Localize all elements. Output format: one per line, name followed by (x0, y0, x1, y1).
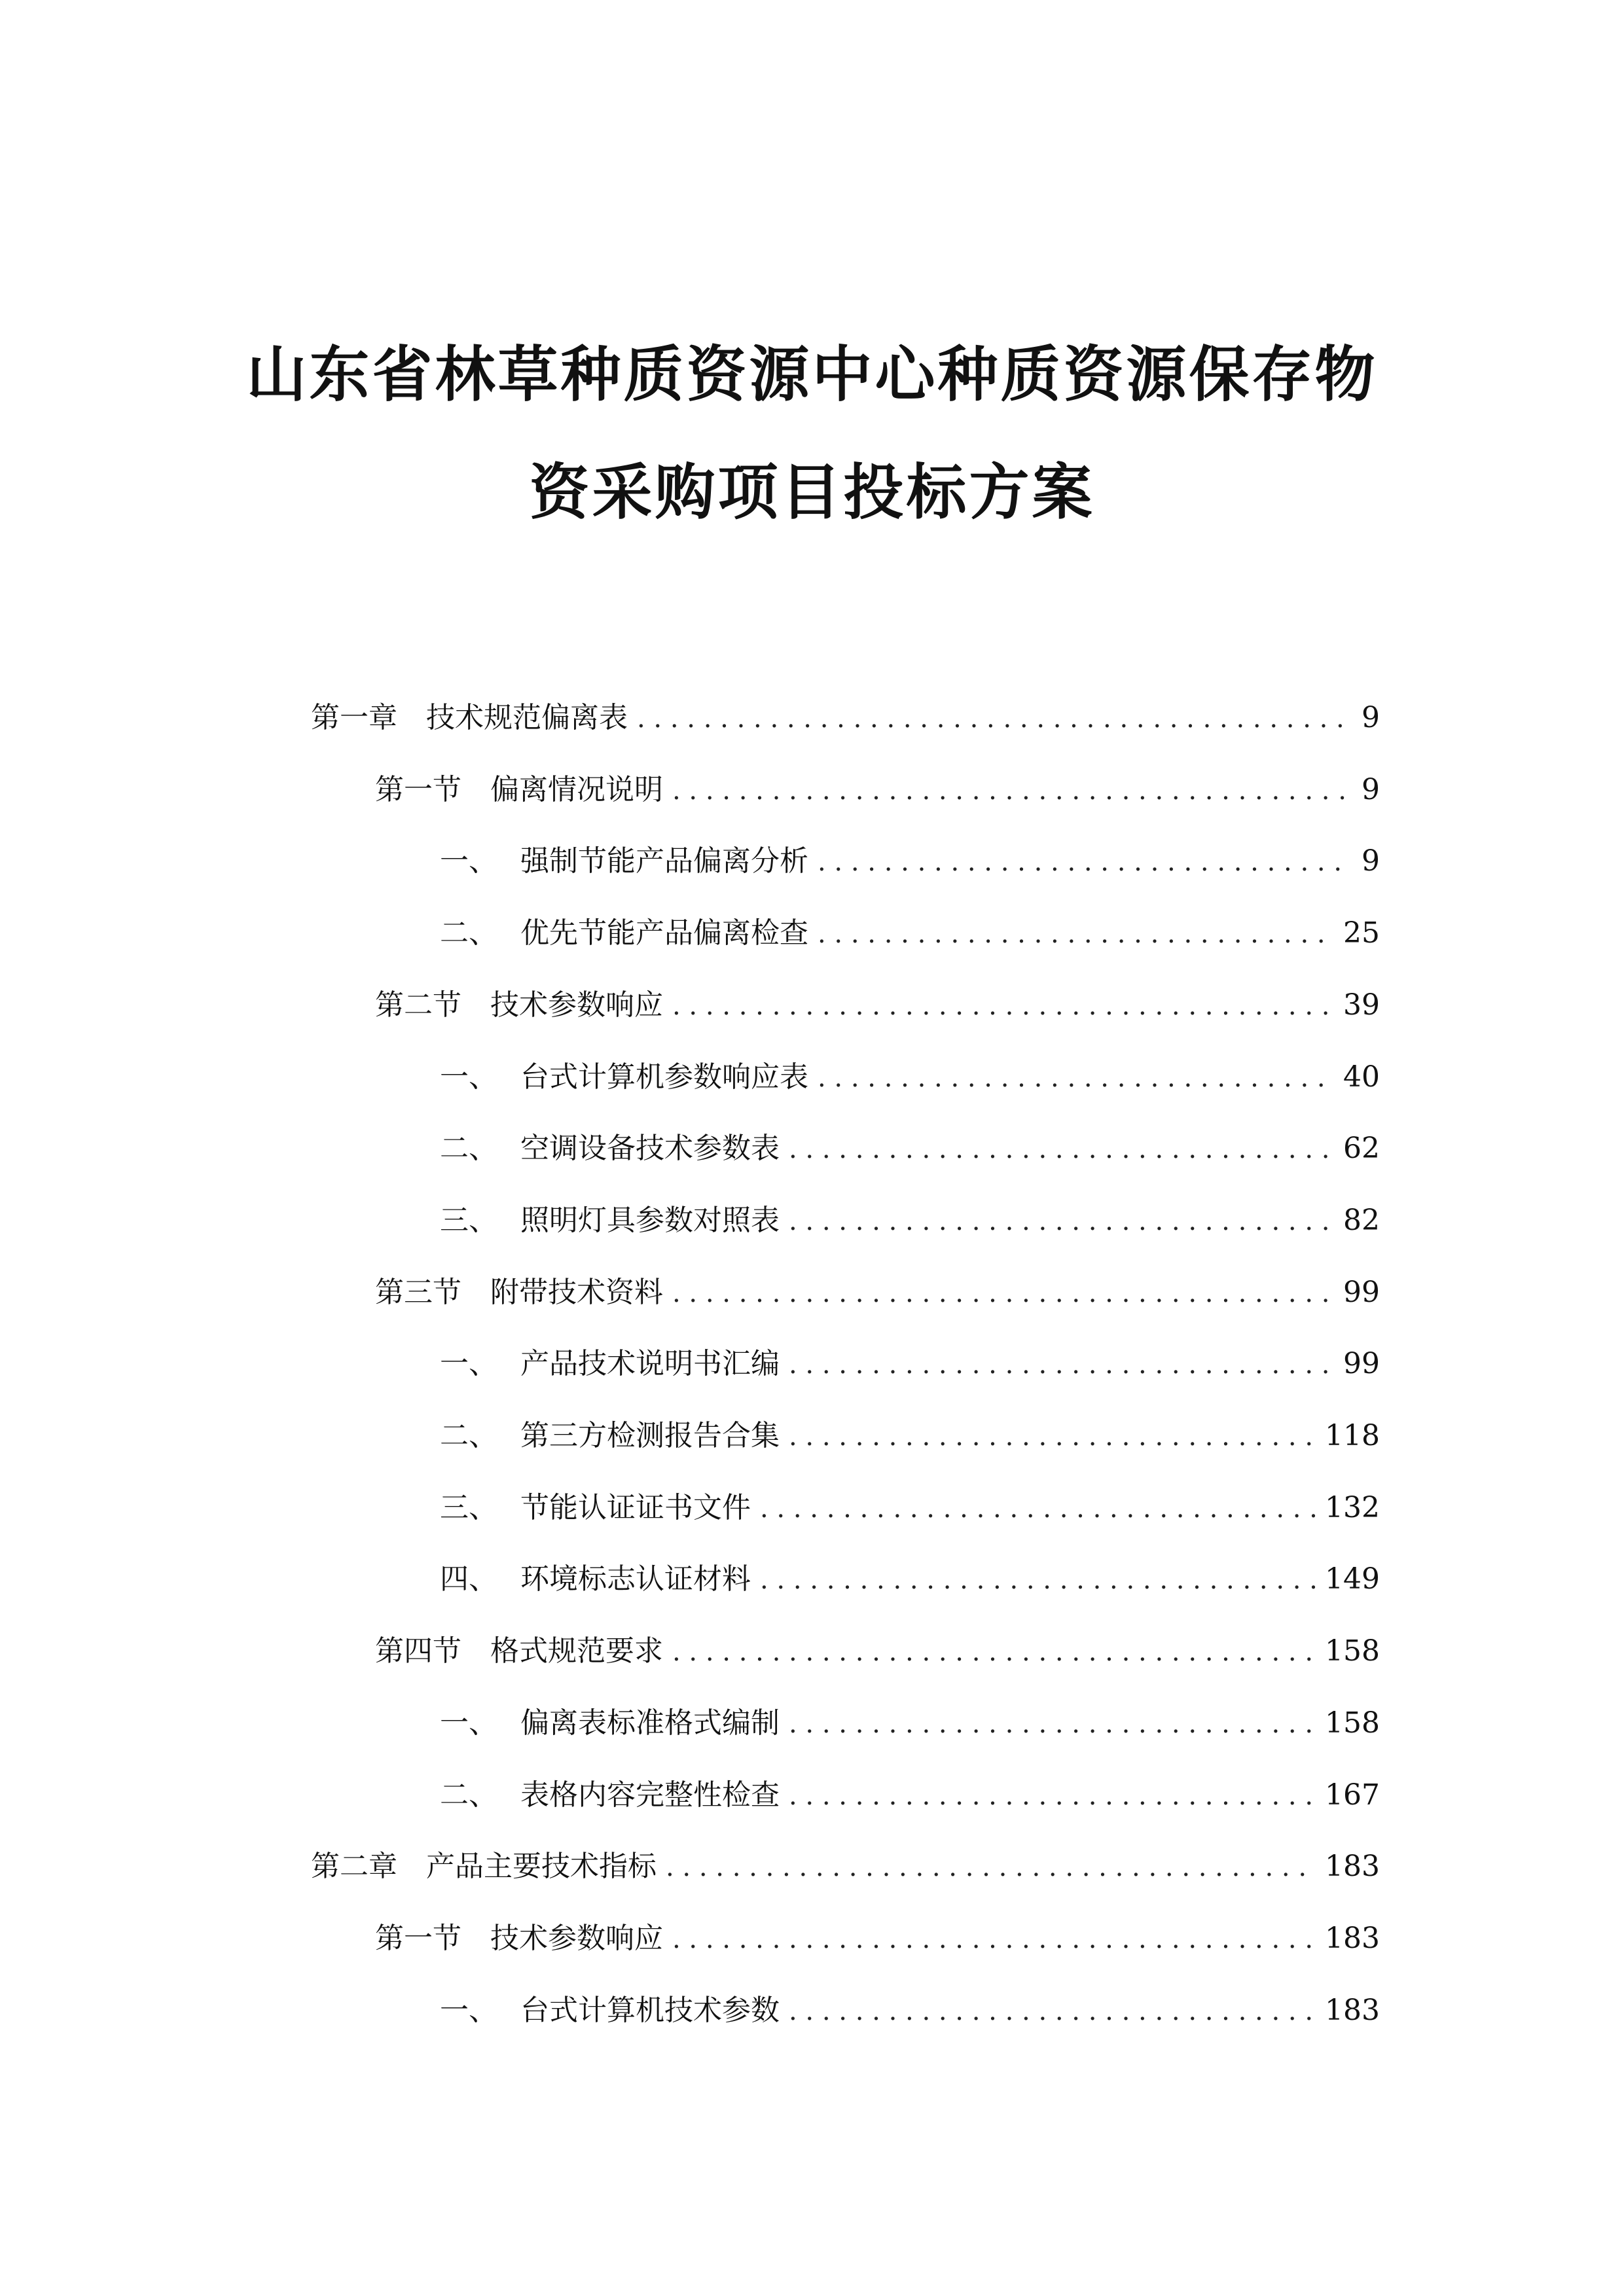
toc-dot-leader (760, 1486, 1316, 1532)
toc-entry-line (375, 767, 1380, 813)
toc-entry-line (440, 838, 1380, 884)
toc-dot-leader (789, 1414, 1316, 1460)
toc-entry[interactable] (0, 1054, 1624, 1100)
toc-entry-number: 二、 (440, 1419, 497, 1452)
toc-entry-label: 强制节能产品偏离分析 (520, 844, 808, 878)
toc-entry-line (311, 695, 1380, 741)
toc-dot-leader (789, 1198, 1334, 1244)
toc-entry[interactable] (0, 1485, 1624, 1531)
toc-entry[interactable] (0, 838, 1624, 884)
toc-entry-page-number: 132 (1325, 1490, 1380, 1524)
toc-entry-label: 技术规范偏离表 (426, 701, 628, 734)
toc-entry-label: 附带技术资料 (490, 1275, 663, 1309)
toc-entry-line (440, 1054, 1380, 1100)
toc-entry-number: 第三节 (375, 1275, 461, 1309)
toc-entry-label: 空调设备技术参数表 (520, 1132, 780, 1166)
toc-entry[interactable] (0, 1844, 1624, 1890)
toc-entry[interactable] (0, 910, 1624, 956)
toc-entry-label: 格式规范要求 (490, 1634, 663, 1668)
toc-entry-page-number: 167 (1325, 1778, 1380, 1812)
toc-entry-page-number: 183 (1325, 1850, 1380, 1884)
toc-entry-number: 第一节 (375, 1921, 461, 1955)
toc-entry[interactable] (0, 695, 1624, 741)
toc-entry-line (440, 1341, 1380, 1387)
toc-entry-line (311, 1844, 1380, 1890)
toc-entry-page-number: 158 (1325, 1634, 1380, 1668)
toc-entry-page-number: 25 (1343, 916, 1380, 950)
toc-entry[interactable] (0, 1772, 1624, 1818)
toc-entry-label: 优先节能产品偏离检查 (520, 916, 808, 950)
toc-entry-label: 偏离表标准格式编制 (520, 1706, 780, 1740)
toc-entry[interactable] (0, 1198, 1624, 1244)
toc-entry-line (375, 982, 1380, 1028)
toc-entry-line (440, 1413, 1380, 1459)
toc-entry-number: 一、 (440, 1993, 497, 2027)
toc-entry-number: 第二章 (311, 1850, 397, 1884)
toc-entry[interactable] (0, 1916, 1624, 1962)
toc-dot-leader (818, 839, 1352, 885)
toc-entry-label: 第三方检测报告合集 (520, 1419, 780, 1452)
toc-entry-line (440, 1126, 1380, 1172)
toc-entry-number: 第一章 (311, 701, 397, 734)
toc-entry-page-number: 183 (1325, 1921, 1380, 1955)
toc-dot-leader (818, 911, 1334, 957)
toc-dot-leader (637, 696, 1352, 742)
toc-entry-line (375, 1628, 1380, 1674)
toc-entry[interactable] (0, 1126, 1624, 1172)
toc-entry-number: 二、 (440, 1132, 497, 1166)
toc-dot-leader (818, 1055, 1334, 1101)
toc-entry-label: 照明灯具参数对照表 (520, 1203, 780, 1237)
toc-entry-line (440, 1772, 1380, 1818)
toc-entry-page-number: 99 (1343, 1275, 1380, 1309)
toc-entry-number: 一、 (440, 844, 497, 878)
toc-entry-line (440, 1700, 1380, 1746)
toc-entry-number: 四、 (440, 1562, 497, 1596)
toc-entry-number: 三、 (440, 1203, 497, 1237)
toc-entry-label: 技术参数响应 (490, 988, 663, 1022)
toc-entry-line (440, 1485, 1380, 1531)
toc-entry-label: 技术参数响应 (490, 1921, 663, 1955)
toc-entry-number: 二、 (440, 1778, 497, 1812)
toc-dot-leader (666, 1844, 1316, 1890)
toc-dot-leader (789, 1773, 1316, 1819)
toc-entry-label: 偏离情况说明 (490, 772, 663, 806)
toc-entry-line (440, 1556, 1380, 1602)
toc-entry-page-number: 183 (1325, 1993, 1380, 2027)
toc-entry[interactable] (0, 1341, 1624, 1387)
toc-entry-label: 环境标志认证材料 (520, 1562, 751, 1596)
toc-entry-page-number: 9 (1362, 844, 1380, 878)
toc-entry-line (375, 1270, 1380, 1316)
toc-entry-number: 第二节 (375, 988, 461, 1022)
toc-entry-label: 节能认证证书文件 (520, 1490, 751, 1524)
toc-entry-page-number: 39 (1343, 988, 1380, 1022)
toc-entry-page-number: 9 (1362, 701, 1380, 734)
toc-entry-line (375, 1916, 1380, 1962)
toc-entry[interactable] (0, 1270, 1624, 1316)
toc-entry-line (440, 1988, 1380, 2034)
toc-dot-leader (672, 768, 1352, 814)
toc-entry-label: 台式计算机技术参数 (520, 1993, 780, 2027)
toc-entry[interactable] (0, 767, 1624, 813)
toc-entry[interactable] (0, 1628, 1624, 1674)
toc-entry-label: 台式计算机参数响应表 (520, 1060, 808, 1094)
toc-entry-number: 三、 (440, 1490, 497, 1524)
toc-dot-leader (789, 1988, 1316, 2034)
toc-entry-page-number: 9 (1362, 772, 1380, 806)
toc-entry-page-number: 82 (1343, 1203, 1380, 1237)
toc-entry[interactable] (0, 1988, 1624, 2034)
toc-dot-leader (672, 1270, 1334, 1316)
toc-entry-line (440, 910, 1380, 956)
toc-entry-number: 一、 (440, 1060, 497, 1094)
toc-dot-leader (672, 983, 1334, 1029)
toc-dot-leader (789, 1701, 1316, 1747)
toc-entry-page-number: 158 (1325, 1706, 1380, 1740)
toc-entry-page-number: 118 (1325, 1419, 1380, 1452)
toc-entry-number: 二、 (440, 916, 497, 950)
toc-entry-label: 表格内容完整性检查 (520, 1778, 780, 1812)
toc-dot-leader (760, 1557, 1316, 1603)
toc-entry[interactable] (0, 982, 1624, 1028)
toc-dot-leader (789, 1126, 1334, 1172)
toc-entry-label: 产品主要技术指标 (426, 1850, 657, 1884)
toc-entry-page-number: 40 (1343, 1060, 1380, 1094)
toc-dot-leader (672, 1629, 1316, 1675)
toc-entry-label: 产品技术说明书汇编 (520, 1347, 780, 1381)
toc-entry[interactable] (0, 1556, 1624, 1602)
document-title-line-2: 资采购项目投标方案 (529, 457, 1095, 528)
toc-entry[interactable] (0, 1700, 1624, 1746)
toc-entry-line (440, 1198, 1380, 1244)
toc-entry-number: 一、 (440, 1347, 497, 1381)
toc-entry-page-number: 62 (1343, 1132, 1380, 1166)
toc-entry-number: 第一节 (375, 772, 461, 806)
toc-dot-leader (789, 1342, 1334, 1388)
toc-entry-page-number: 149 (1325, 1562, 1380, 1596)
document-title-line-1: 山东省林草种质资源中心种质资源保存物 (246, 340, 1378, 410)
toc-entry[interactable] (0, 1413, 1624, 1459)
toc-entry-number: 第四节 (375, 1634, 461, 1668)
toc-dot-leader (672, 1916, 1316, 1962)
toc-entry-page-number: 99 (1343, 1347, 1380, 1381)
toc-entry-number: 一、 (440, 1706, 497, 1740)
